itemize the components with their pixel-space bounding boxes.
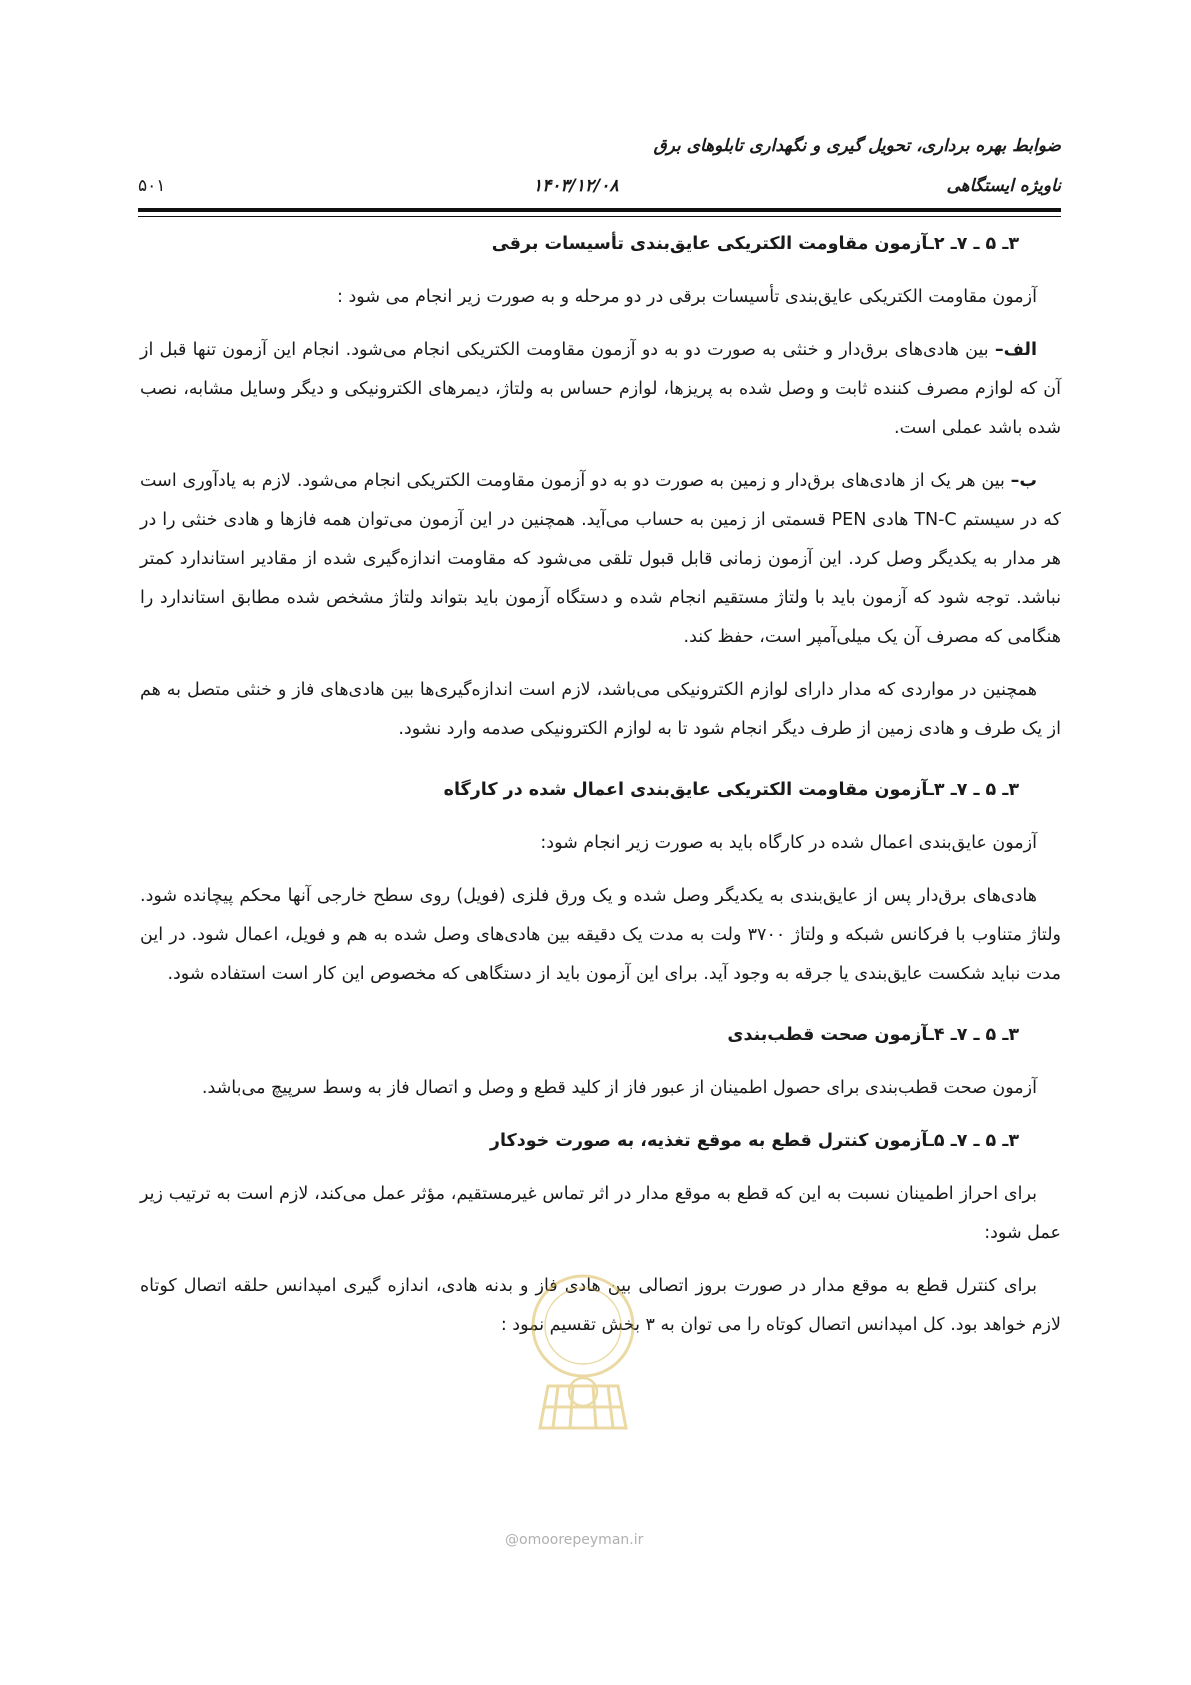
- document-title: ضوابط بهره برداری، تحویل گیری و نگهداری تابلوهای برق: [653, 136, 1061, 156]
- item-text-be: بین هر یک از هادی‌های برق‌دار و زمین به صورت دو به دو آزمون مقاومت الکتریکی انجام می‌شود. لازم به یادآوری است که در سیستم TN-C هادی PEN قسمتی از زمین به حساب می‌آید. همچنین در این آزمون می‌توان همه فازها و هادی خنثی را در هر مدار به یکدیگر وصل کرد. این آزمون زمانی قابل قبول تلقی می‌شود که مقاومت اندازه‌گیری شده از مقادیر استاندارد کمتر نباشد. توجه شود که آزمون باید با ولتاژ مستقیم انجام شده و دستگاه آزمون باید بتواند ولتاژ مشخص شده مطابق استاندارد را هنگامی که مصرف آن یک میلی‌آمپر است، حفظ کند.: [140, 471, 1061, 647]
- section-name: ناویژه ایستگاهی: [946, 176, 1061, 196]
- item-label-be: ب–: [1010, 471, 1037, 491]
- header-date: ۱۴۰۳/۱۲/۰۸: [533, 176, 619, 196]
- paragraph-be: [140, 462, 1061, 657]
- item-label-alef: الف–: [994, 340, 1037, 360]
- section-heading-auto-disconnect: ۳ـ ۵ ـ ۷ـ ۵ـآزمون کنترل قطع به موقع تغذیه، به صورت خودکار: [489, 1131, 1019, 1151]
- paragraph-auto-disconnect-2: برای کنترل قطع به موقع مدار در صورت بروز اتصالی بین هادی فاز و بدنه هادی، اندازه گیری امپدانس حلقه اتصال کوتاه لازم خواهد بود. کل امپدانس اتصال کوتاه را می توان به ۳ بخش تقسیم نمود :: [140, 1276, 1061, 1335]
- document-body: [140, 225, 1061, 1345]
- section-heading-insulation-installations: ۳ـ ۵ ـ ۷ـ ۲ـآزمون مقاومت الکتریکی عایق‌بندی تأسیسات برقی: [491, 234, 1019, 254]
- paragraph-auto-disconnect-1: برای احراز اطمینان نسبت به این که قطع به موقع مدار در اثر تماس غیرمستقیم، مؤثر عمل می‌کند، لازم است به ترتیب زیر عمل شود:: [140, 1184, 1061, 1243]
- header-row: [138, 176, 1061, 202]
- section-heading-polarity: ۳ـ ۵ ـ ۷ـ ۴ـآزمون صحت قطب‌بندی: [727, 1025, 1019, 1045]
- paragraph-polarity: آزمون صحت قطب‌بندی برای حصول اطمینان از عبور فاز از کلید قطع و وصل و اتصال فاز به وسط سرپیچ می‌باشد.: [201, 1078, 1037, 1098]
- header-rule-thin: [138, 216, 1061, 217]
- paragraph-electronic-devices: همچنین در مواردی که مدار دارای لوازم الکترونیکی می‌باشد، لازم است اندازه‌گیری‌ها بین هادی‌های فاز و خنثی متصل به هم از یک طرف و هادی زمین از طرف دیگر انجام شود تا به لوازم الکترونیکی صدمه وارد نشود.: [140, 680, 1061, 739]
- header-rule-thick: [138, 208, 1061, 212]
- item-text-alef: بین هادی‌های برق‌دار و خنثی به صورت دو به دو آزمون مقاومت الکتریکی انجام می‌شود. انجام این آزمون تنها قبل از آن که لوازم مصرف کننده ثابت و وصل شده به پریزها، لوازم حساس به ولتاژ، دیمرهای الکترونیکی و دیگر وسایل مشابه، نصب شده باشد عملی است.: [140, 340, 1061, 438]
- paragraph-alef: [140, 331, 1061, 448]
- page-number: ۵۰۱: [138, 176, 166, 196]
- paragraph-workshop-body: هادی‌های برق‌دار پس از عایق‌بندی به یکدیگر وصل شده و یک ورق فلزی (فویل) روی سطح خارجی آنها محکم پیچانده شود. ولتاژ متناوب با فرکانس شبکه و ولتاژ ۳۷۰۰ ولت به مدت یک دقیقه بین هادی‌های وصل شده به هم و فویل، اعمال شود. در این مدت نباید شکست عایق‌بندی یا جرقه به وجود آید. برای این آزمون باید از دستگاهی که مخصوص این کار است استفاده شود.: [140, 886, 1061, 984]
- section-heading-workshop-insulation: ۳ـ ۵ ـ ۷ـ ۳ـآزمون مقاومت الکتریکی عایق‌بندی اعمال شده در کارگاه: [443, 780, 1019, 800]
- watermark-url: @omoorepeyman.ir: [505, 1532, 644, 1548]
- paragraph-intro: آزمون مقاومت الکتریکی عایق‌بندی تأسیسات برقی در دو مرحله و به صورت زیر انجام می شود :: [337, 287, 1037, 307]
- paragraph-workshop-intro: آزمون عایق‌بندی اعمال شده در کارگاه باید به صورت زیر انجام شود:: [540, 833, 1037, 853]
